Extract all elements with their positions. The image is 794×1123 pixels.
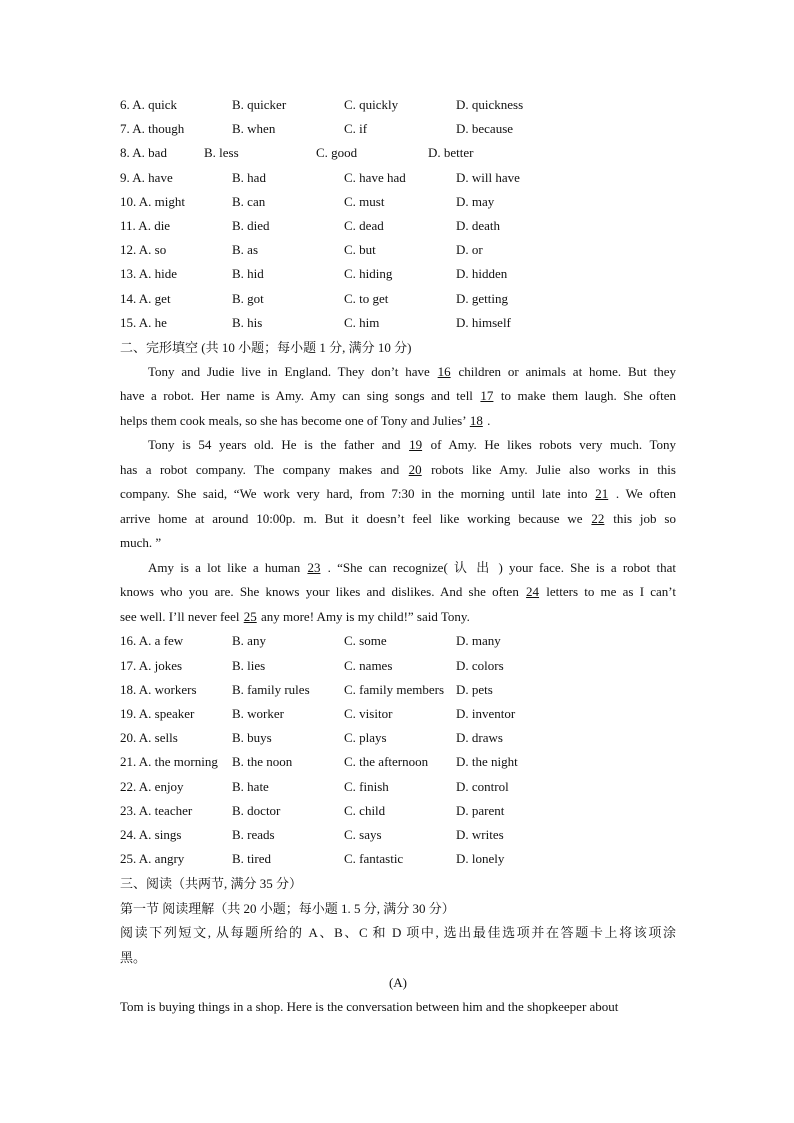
cloze-paragraph-1 — [120, 360, 676, 434]
option-a: 9. A. have — [120, 169, 173, 185]
option-a: 17. A. jokes — [120, 657, 183, 673]
option-d: D. writes — [456, 826, 504, 842]
option-row — [120, 214, 676, 238]
option-a: 21. A. the morning — [120, 754, 218, 770]
paragraph-line — [120, 605, 676, 630]
option-c: C. visitor — [344, 705, 393, 721]
blank-21: 21 — [595, 486, 609, 502]
option-b: B. hate — [232, 778, 269, 794]
paragraph-line — [120, 507, 676, 532]
option-c: C. the afternoon — [344, 754, 429, 770]
option-a: 24. A. sings — [120, 826, 182, 842]
option-d: D. the night — [456, 754, 518, 770]
option-d: D. getting — [456, 290, 508, 306]
option-a: 12. A. so — [120, 242, 167, 258]
option-b: B. reads — [232, 826, 275, 842]
text-run: to make them laugh. She often — [494, 388, 676, 404]
option-row — [120, 117, 676, 141]
option-c: C. plays — [344, 730, 387, 746]
option-c: C. him — [344, 314, 380, 330]
options-block-16-25 — [120, 629, 676, 871]
option-b: B. hid — [232, 266, 264, 282]
option-d: D. colors — [456, 657, 504, 673]
option-row — [120, 823, 676, 847]
option-row — [120, 847, 676, 871]
paragraph-line — [120, 360, 676, 385]
option-a: 7. A. though — [120, 121, 185, 137]
option-row — [120, 678, 676, 702]
text-run: children or animals at home. But they — [451, 363, 676, 379]
option-c: C. have had — [344, 169, 406, 185]
paragraph-line — [120, 482, 676, 507]
option-c: C. names — [344, 657, 393, 673]
section-3-heading: 三、阅读（共两节, 满分 35 分） — [120, 876, 303, 892]
option-b: B. family rules — [232, 681, 310, 697]
option-a: 14. A. get — [120, 290, 171, 306]
option-row — [120, 799, 676, 823]
option-c: C. if — [344, 121, 368, 137]
option-a: 23. A. teacher — [120, 802, 193, 818]
text-run: Tony is 54 years old. He is the father and — [148, 437, 409, 453]
text-run: . We often — [609, 486, 676, 502]
text-run: this job so — [605, 510, 676, 526]
option-c: C. says — [344, 826, 382, 842]
passage-line: Tom is buying things in a shop. Here is the conversation between him and the shopkeeper about — [120, 999, 619, 1015]
option-b: B. can — [232, 193, 266, 209]
option-c: C. fantastic — [344, 851, 404, 867]
option-row — [120, 311, 676, 335]
option-a: 15. A. he — [120, 314, 167, 330]
option-b: B. his — [232, 314, 263, 330]
option-row — [120, 166, 676, 190]
blank-25: 25 — [243, 608, 257, 624]
option-c: C. hiding — [344, 266, 393, 282]
option-a: 18. A. workers — [120, 681, 197, 697]
passage-a-text — [120, 995, 676, 1020]
reading-instructions — [120, 921, 676, 970]
option-c: C. finish — [344, 778, 389, 794]
option-d: D. will have — [456, 169, 520, 185]
option-d: D. because — [456, 121, 514, 137]
text-run: any more! Amy is my child!” said Tony. — [257, 608, 470, 624]
option-c: C. must — [344, 193, 385, 209]
option-d: D. or — [456, 242, 483, 258]
text-run: . — [483, 412, 491, 428]
paragraph-line: much. ” — [120, 535, 162, 551]
option-b: B. tired — [232, 851, 271, 867]
section-2-heading: 二、完形填空 (共 10 小题；每小题 1 分, 满分 10 分) — [120, 339, 412, 355]
text-run: see well. I’ll never feel — [120, 608, 243, 624]
option-a: 16. A. a few — [120, 633, 184, 649]
option-d: D. himself — [456, 314, 511, 330]
paragraph-line — [120, 556, 676, 581]
blank-19: 19 — [409, 437, 423, 453]
option-row — [120, 750, 676, 774]
text-run: have a robot. Her name is Amy. Amy can sing songs and tell — [120, 388, 480, 404]
option-row — [120, 654, 676, 678]
option-b: B. had — [232, 169, 266, 185]
blank-20: 20 — [408, 461, 422, 477]
option-row — [120, 629, 676, 653]
option-b: B. doctor — [232, 802, 281, 818]
option-row — [120, 190, 676, 214]
option-b: B. buys — [232, 730, 272, 746]
option-c: C. dead — [344, 217, 384, 233]
text-run: knows who you are. She knows your likes and dislikes. And she often — [120, 584, 526, 600]
options-block-6-15 — [120, 93, 676, 335]
passage-label: (A) — [388, 975, 408, 991]
option-b: B. when — [232, 121, 276, 137]
text-run: letters to me as I can’t — [540, 584, 676, 600]
option-c: C. to get — [344, 290, 389, 306]
option-row — [120, 141, 676, 165]
option-d: D. death — [456, 217, 501, 233]
text-run: . “She can recognize( 认 出 ) your face. She is a robot that — [321, 559, 676, 575]
option-b: B. the noon — [232, 754, 293, 770]
option-a: 20. A. sells — [120, 730, 178, 746]
option-b: B. any — [232, 633, 266, 649]
blank-18: 18 — [469, 412, 483, 428]
option-d: D. may — [456, 193, 495, 209]
exam-page — [120, 93, 676, 1020]
option-c: C. but — [344, 242, 376, 258]
option-row — [120, 726, 676, 750]
option-d: D. hidden — [456, 266, 508, 282]
option-a: 8. A. bad — [120, 145, 167, 161]
instruction-line: 黑。 — [120, 949, 147, 965]
option-b: B. as — [232, 242, 258, 258]
blank-16: 16 — [437, 363, 451, 379]
option-b: B. less — [204, 145, 239, 161]
option-a: 22. A. enjoy — [120, 778, 184, 794]
option-a: 11. A. die — [120, 217, 171, 233]
paragraph-line — [120, 384, 676, 409]
text-run: has a robot company. The company makes and — [120, 461, 408, 477]
option-c: C. quickly — [344, 97, 399, 112]
option-c: C. child — [344, 802, 386, 818]
option-row — [120, 702, 676, 726]
option-c: C. family members — [344, 681, 445, 697]
option-b: B. died — [232, 217, 270, 233]
option-a: 13. A. hide — [120, 266, 178, 282]
option-a: 25. A. angry — [120, 851, 185, 867]
option-row — [120, 238, 676, 262]
blank-17: 17 — [480, 388, 494, 404]
option-d: D. draws — [456, 730, 503, 746]
option-row — [120, 93, 676, 117]
option-c: C. good — [316, 145, 358, 161]
instruction-line: 阅读下列短文, 从每题所给的 A、B、C 和 D 项中, 选出最佳选项并在答题卡上将该项涂 — [120, 925, 676, 941]
paragraph-line — [120, 409, 676, 434]
text-run: of Amy. He likes robots very much. Tony — [423, 437, 676, 453]
option-a: 6. A. quick — [120, 97, 178, 112]
option-d: D. control — [456, 778, 509, 794]
paragraph-line — [120, 580, 676, 605]
option-d: D. better — [428, 145, 474, 161]
option-d: D. many — [456, 633, 501, 649]
text-run: company. She said, “We work very hard, from 7:30 in the morning until late into — [120, 486, 595, 502]
option-b: B. worker — [232, 705, 284, 721]
paragraph-line — [120, 433, 676, 458]
option-row — [120, 262, 676, 286]
option-a: 10. A. might — [120, 193, 186, 209]
option-b: B. quicker — [232, 97, 287, 112]
option-row — [120, 775, 676, 799]
text-run: arrive home at around 10:00p. m. But it doesn’t feel like working because we — [120, 510, 591, 526]
option-b: B. lies — [232, 657, 266, 673]
option-a: 19. A. speaker — [120, 705, 195, 721]
option-row — [120, 287, 676, 311]
option-d: D. inventor — [456, 705, 516, 721]
option-d: D. lonely — [456, 851, 505, 867]
option-d: D. quickness — [456, 97, 524, 112]
blank-22: 22 — [591, 510, 605, 526]
option-c: C. some — [344, 633, 387, 649]
paragraph-line — [120, 458, 676, 483]
cloze-paragraph-2 — [120, 433, 676, 556]
text-run: helps them cook meals, so she has become one of Tony and Julies’ — [120, 412, 469, 428]
text-run: Amy is a lot like a human — [148, 559, 307, 575]
blank-24: 24 — [526, 584, 540, 600]
option-b: B. got — [232, 290, 264, 306]
option-d: D. parent — [456, 802, 505, 818]
blank-23: 23 — [307, 559, 321, 575]
section-3-subheading: 第一节 阅读理解（共 20 小题；每小题 1. 5 分, 满分 30 分） — [120, 901, 455, 917]
text-run: Tony and Judie live in England. They don’t have — [148, 363, 437, 379]
option-d: D. pets — [456, 681, 493, 697]
text-run: robots like Amy. Julie also works in this — [422, 461, 676, 477]
cloze-paragraph-3 — [120, 556, 676, 630]
